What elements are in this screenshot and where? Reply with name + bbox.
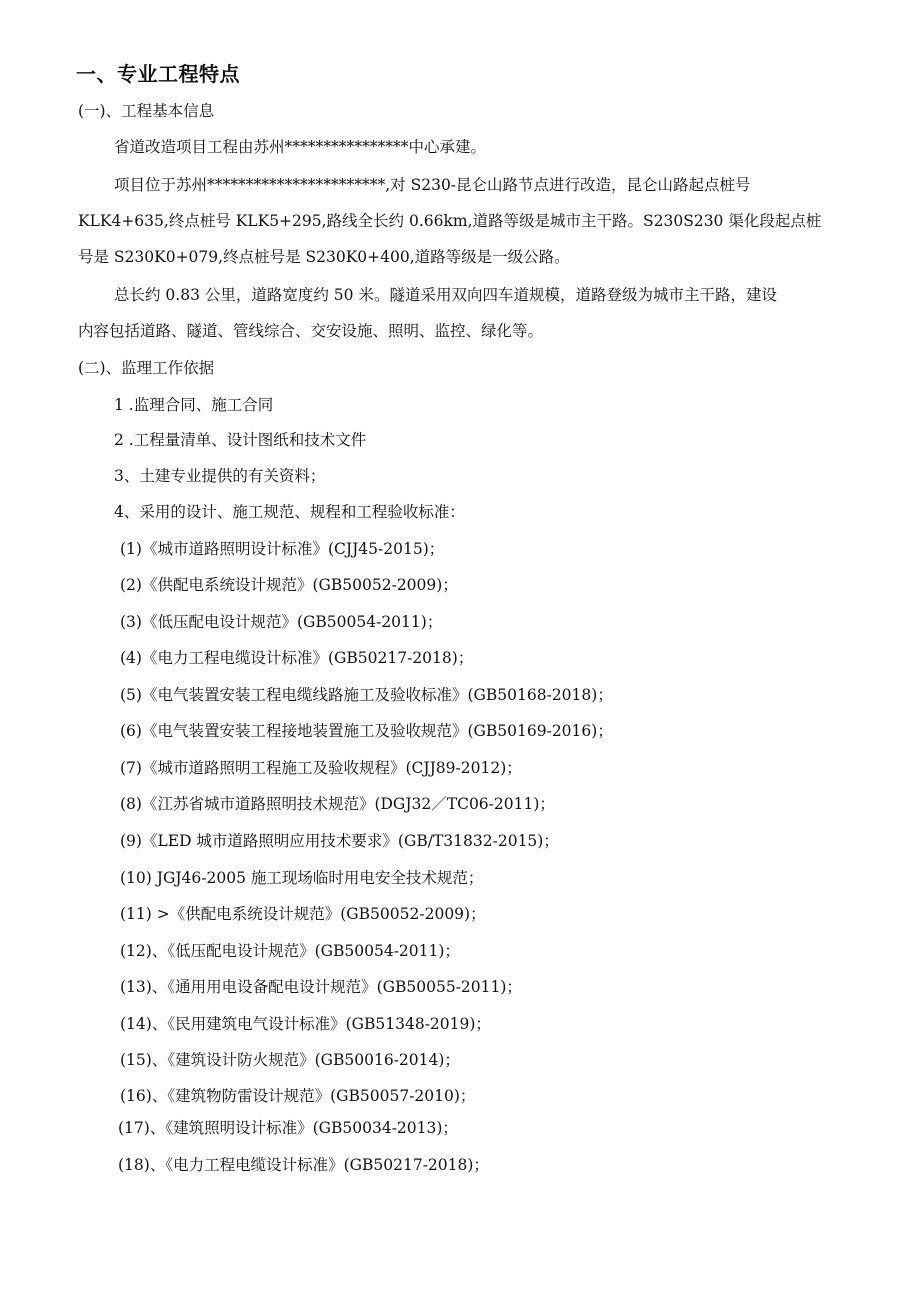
standard-item: (15)、《建筑设计防火规范》(GB50016-2014)； [120,1051,460,1069]
paragraph-location-line: 项目位于苏州***********************,对 S230-昆仑山路节点进行改造，昆仑山路起点桩号 [114,176,751,194]
basis-item: 4、采用的设计、施工规范、规程和工程验收标准： [114,503,465,521]
standard-item: (1)《城市道路照明设计标准》(CJJ45-2015)； [120,540,445,558]
standard-item: (2)《供配电系统设计规范》(GB50052-2009)； [120,576,458,594]
basis-item: 2 .工程量清单、设计图纸和技术文件 [114,431,367,449]
standard-item: (6)《电气装置安装工程接地装置施工及验收规范》(GB50169-2016)； [120,722,613,740]
standard-item: (12)、《低压配电设计规范》(GB50054-2011)； [120,942,460,960]
standard-item: (14)、《民用建筑电气设计标准》(GB51348-2019)； [120,1015,491,1033]
paragraph-contractor: 省道改造项目工程由苏州****************中心承建。 [114,138,487,156]
standard-item: (11) >《供配电系统设计规范》(GB50052-2009)； [120,905,486,923]
standard-item: (5)《电气装置安装工程电缆线路施工及验收标准》(GB50168-2018)； [120,686,613,704]
standard-item: (17)、《建筑照明设计标准》(GB50034-2013)； [118,1119,458,1137]
standard-item: (10) JGJ46-2005 施工现场临时用电安全技术规范； [120,869,484,887]
basis-item: 1 .监理合同、施工合同 [114,396,274,414]
standard-item: (16)、《建筑物防雷设计规范》(GB50057-2010)； [120,1087,476,1105]
paragraph-scope-line: 总长约 0.83 公里，道路宽度约 50 米。隧道采用双向四车道规模，道路登级为城市主干路，建设 [114,286,777,304]
standard-item: (7)《城市道路照明工程施工及验收规程》(CJJ89-2012)； [120,759,522,777]
basis-item: 3、土建专业提供的有关资料； [114,467,326,485]
section-title: 一、专业工程特点 [76,62,240,86]
paragraph-location-line: KLK4+635,终点桩号 KLK5+295,路线全长约 0.66km,道路等级是城市主干路。S230S230 渠化段起点桩 [78,212,822,230]
standard-item: (3)《低压配电设计规范》(GB50054-2011)； [120,613,443,631]
standard-item: (13)、《通用用电设备配电设计规范》(GB50055-2011)； [120,978,522,996]
standard-item: (4)《电力工程电缆设计标准》(GB50217-2018)； [120,649,474,667]
standard-item: (8)《江苏省城市道路照明技术规范》(DGJ32／TC06-2011)； [120,795,555,813]
standard-item: (9)《LED 城市道路照明应用技术要求》(GB/T31832-2015)； [120,832,559,850]
subsection-heading-basic-info: (一)、工程基本信息 [78,102,215,120]
standard-item: (18)、《电力工程电缆设计标准》(GB50217-2018)； [118,1156,489,1174]
paragraph-location-line: 号是 S230K0+079,终点桩号是 S230K0+400,道路等级是一级公路。 [78,248,570,266]
subsection-heading-basis: (二)、监理工作依据 [78,359,215,377]
paragraph-scope-line: 内容包括道路、隧道、管线综合、交安设施、照明、监控、绿化等。 [78,322,544,340]
